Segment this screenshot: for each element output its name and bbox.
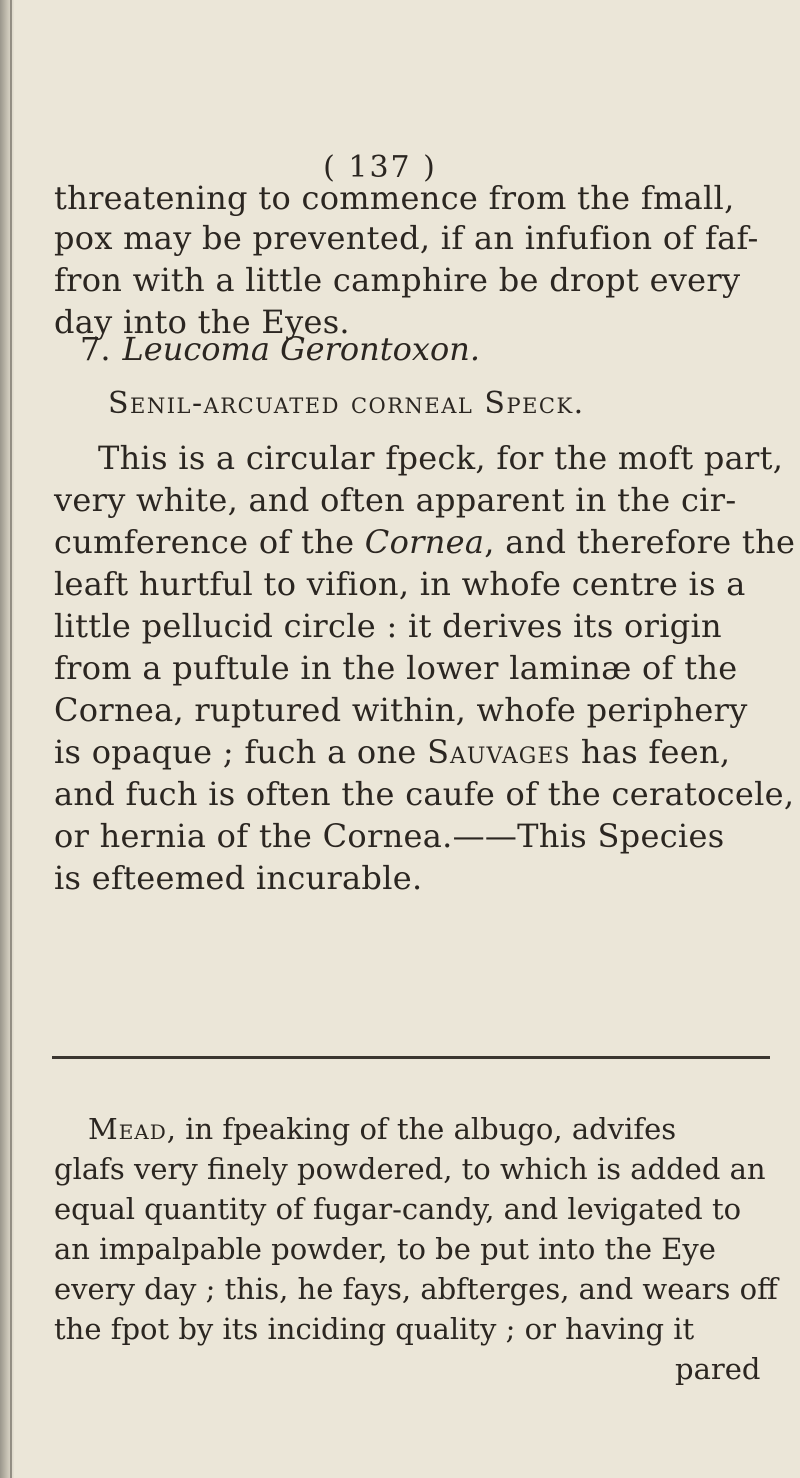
text-span: is opaque ; fuch a one xyxy=(54,733,428,771)
gutter-shadow xyxy=(10,0,12,1478)
page-number: ( 137 ) xyxy=(323,150,437,185)
text-line: pox may be prevented, if an infufion of faf- xyxy=(54,219,759,257)
text-line: very white, and often apparent in the cir- xyxy=(54,481,737,519)
text-span: , and therefore the xyxy=(484,523,796,561)
text-span: cumference of the xyxy=(54,523,365,561)
text-line: threatening to commence from the fmall, xyxy=(54,179,735,217)
text-line: is efteemed incurable. xyxy=(54,859,423,897)
text-line: the fpot by its inciding quality ; or having it xyxy=(54,1312,695,1346)
text-line: fron with a little camphire be dropt every xyxy=(54,261,741,299)
text-line: equal quantity of fugar-candy, and levigated to xyxy=(54,1192,742,1226)
text-line xyxy=(54,734,760,770)
text-span: has feen, xyxy=(570,733,731,771)
author-name: Mead xyxy=(88,1112,167,1146)
species-heading-english: Senil-arcuated corneal Speck. xyxy=(108,386,585,421)
species-latin-name: Leucoma Gerontoxon. xyxy=(122,330,480,368)
text-line: from a puftule in the lower laminæ of the xyxy=(54,649,738,687)
author-name: Sauvages xyxy=(427,733,571,771)
text-line: day into the Eyes. xyxy=(54,303,350,341)
text-line: every day ; this, he fays, abfterges, and wears off xyxy=(54,1272,778,1306)
italic-term: Cornea xyxy=(364,523,485,561)
text-line xyxy=(54,523,796,561)
text-line: leaft hurtful to vifion, in whofe centre is a xyxy=(54,565,746,603)
text-span: , in fpeaking of the albugo, advifes xyxy=(166,1112,677,1146)
species-heading-latin xyxy=(80,330,480,368)
text-line xyxy=(88,1112,794,1146)
text-line: This is a circular fpeck, for the moft part, xyxy=(98,439,784,477)
text-line: Cornea, ruptured within, whofe periphery xyxy=(54,691,748,729)
section-divider xyxy=(52,1056,770,1059)
species-number: 7. xyxy=(80,330,111,368)
text-line: an impalpable powder, to be put into the Eye xyxy=(54,1232,716,1266)
text-line: and fuch is often the caufe of the ceratocele, xyxy=(54,775,795,813)
text-line: little pellucid circle : it derives its origin xyxy=(54,607,722,645)
catchword: pared xyxy=(675,1352,761,1386)
text-line: or hernia of the Cornea.——This Species xyxy=(54,817,725,855)
text-line: glafs very finely powdered, to which is added an xyxy=(54,1152,766,1186)
